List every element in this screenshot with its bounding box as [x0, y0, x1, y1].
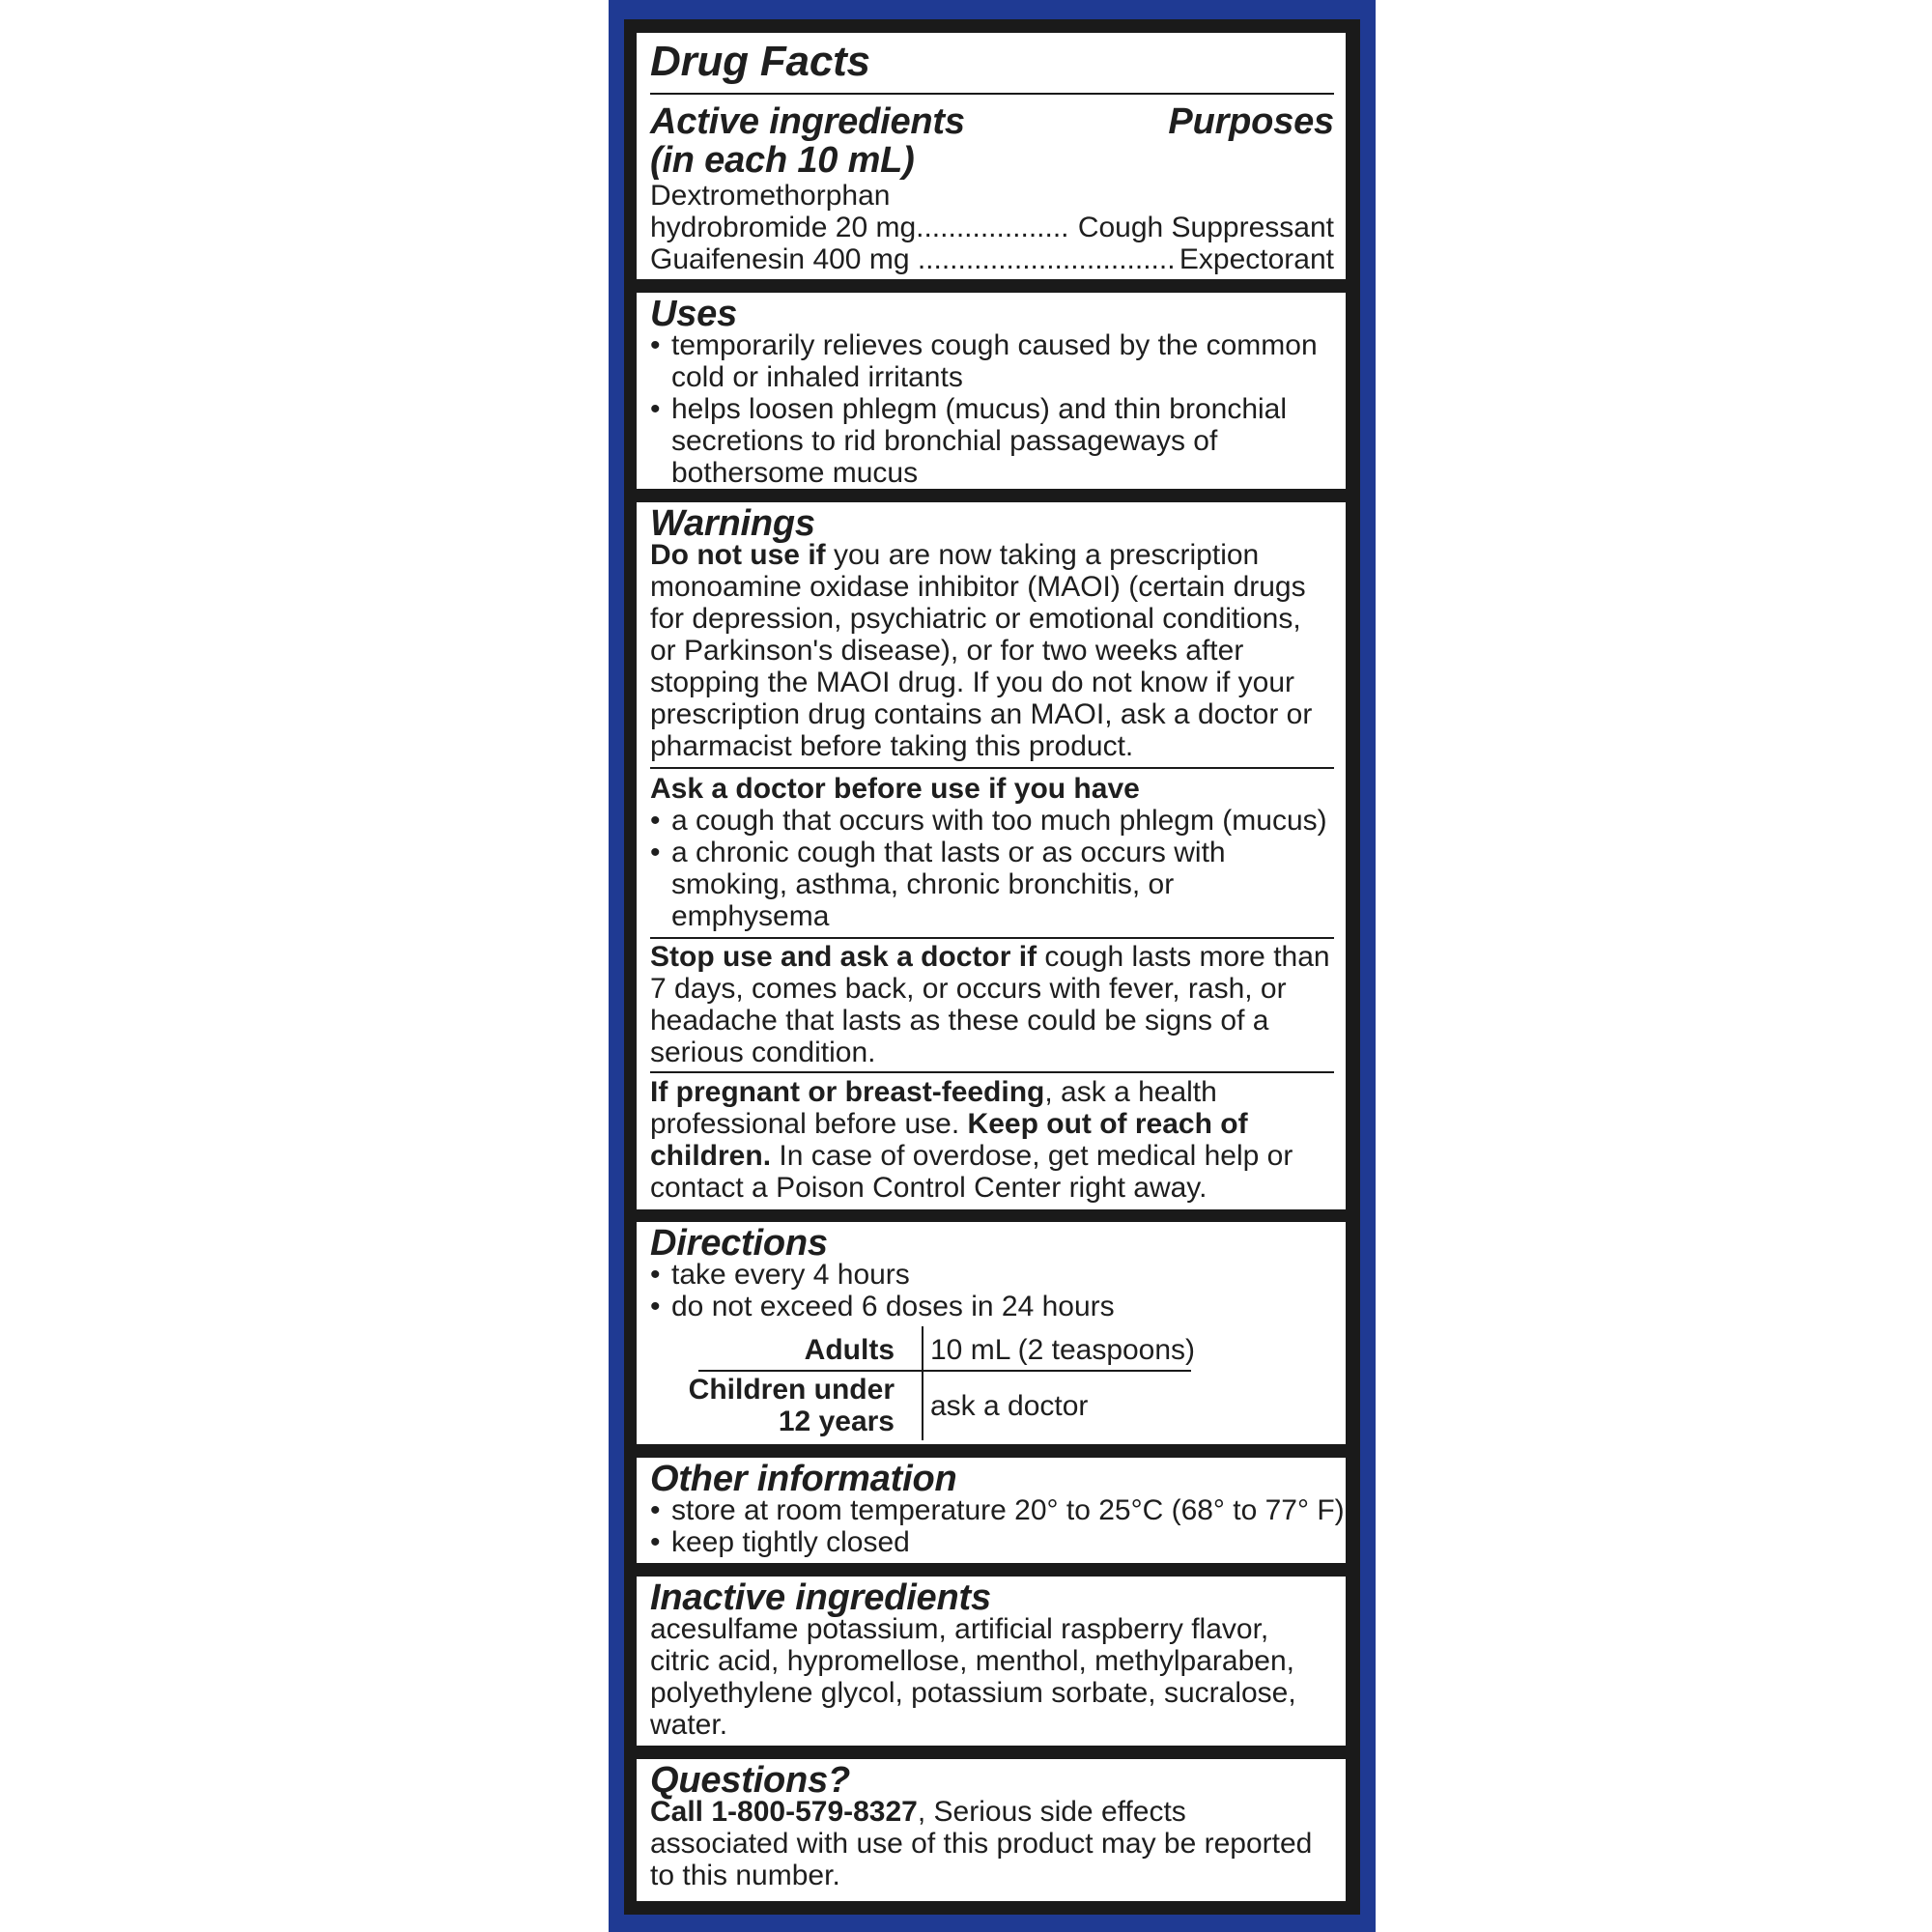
directions-item-1: take every 4 hours: [671, 1259, 910, 1291]
uses-item-1-line-2: cold or inhaled irritants: [671, 361, 963, 393]
dosage-children-label-2: 12 years: [778, 1406, 895, 1437]
warnings-divider-2: [650, 937, 1334, 939]
inactive-line-4: water.: [650, 1709, 728, 1741]
ingredient-1-line-1: Dextromethorphan: [650, 180, 891, 212]
ingredient-2-line: Guaifenesin 400 mg ................................: [650, 243, 1176, 275]
warnings-divider-3: [650, 1071, 1334, 1073]
title-rule: [650, 93, 1334, 95]
dosage-children-label-1: Children under: [688, 1374, 895, 1406]
ingredient-2-purpose: Expectorant: [1179, 243, 1334, 275]
directions-item-2: do not exceed 6 doses in 24 hours: [671, 1291, 1115, 1322]
stop-use-line-1: [650, 941, 1330, 973]
overdose-text: In case of overdose, get medical help or: [771, 1140, 1293, 1172]
purposes-heading: Purposes: [1168, 101, 1334, 142]
do-not-use-line-5: stopping the MAOI drug. If you do not know if your: [650, 667, 1295, 698]
dosage-adults-label: Adults: [804, 1334, 895, 1366]
keep-out-bold-1: Keep out of reach of: [967, 1108, 1248, 1140]
other-information-heading: Other information: [650, 1459, 957, 1499]
panel-other-information: [637, 1458, 1346, 1563]
ask-bullet-1: •: [650, 805, 661, 837]
active-ingredients-subheading: (in each 10 mL): [650, 140, 915, 181]
ask-item-2-line-3: emphysema: [671, 900, 830, 932]
other-item-2: keep tightly closed: [671, 1526, 910, 1558]
stop-use-text: cough lasts more than: [1037, 941, 1330, 973]
do-not-use-line-3: for depression, psychiatric or emotional conditions,: [650, 603, 1301, 635]
inactive-line-3: polyethylene glycol, potassium sorbate, sucralose,: [650, 1677, 1296, 1709]
pregnant-line-4: contact a Poison Control Center right away.: [650, 1172, 1208, 1204]
inactive-ingredients-heading: Inactive ingredients: [650, 1577, 991, 1618]
warnings-divider-1: [650, 767, 1334, 769]
directions-bullet-2: •: [650, 1291, 661, 1322]
pregnant-bold: If pregnant or breast-feeding: [650, 1076, 1045, 1108]
do-not-use-bold: Do not use if: [650, 539, 826, 571]
inactive-line-1: acesulfame potassium, artificial raspberry flavor,: [650, 1613, 1269, 1645]
uses-item-2-line-2: secretions to rid bronchial passageways of: [671, 425, 1218, 457]
questions-line-2: associated with use of this product may be reported: [650, 1828, 1313, 1860]
pregnant-line-3: [650, 1140, 1293, 1172]
ingredient-1-line-2: hydrobromide 20 mg...................: [650, 212, 1069, 243]
pregnant-line-2: [650, 1108, 1248, 1140]
stop-use-line-2: 7 days, comes back, or occurs with fever, rash, or: [650, 973, 1287, 1005]
ask-bullet-2: •: [650, 837, 661, 868]
do-not-use-line-1: [650, 539, 1259, 571]
dosage-children-value: ask a doctor: [930, 1390, 1089, 1422]
inactive-line-2: citric acid, hypromellose, menthol, methylparaben,: [650, 1645, 1294, 1677]
dosage-table-row-rule: [698, 1370, 1191, 1372]
panel-uses: [637, 293, 1346, 489]
ask-item-2-line-1: a chronic cough that lasts or as occurs with: [671, 837, 1226, 868]
keep-out-bold-2: children.: [650, 1140, 772, 1172]
questions-phone-bold: Call 1-800-579-8327: [650, 1796, 918, 1828]
pregnant-line-1: [650, 1076, 1217, 1108]
do-not-use-line-7: pharmacist before taking this product.: [650, 730, 1134, 762]
stop-use-bold: Stop use and ask a doctor if: [650, 941, 1037, 973]
directions-bullet-1: •: [650, 1259, 661, 1291]
uses-bullet-1: •: [650, 329, 661, 361]
pregnant-text-2: professional before use.: [650, 1108, 968, 1140]
warnings-heading: Warnings: [650, 503, 815, 544]
do-not-use-line-6: prescription drug contains an MAOI, ask a doctor or: [650, 698, 1313, 730]
questions-line-1: [650, 1796, 1186, 1828]
panel-inactive-ingredients: [637, 1577, 1346, 1746]
drug-facts-title: Drug Facts: [650, 38, 870, 85]
dosage-adults-value: 10 mL (2 teaspoons): [930, 1334, 1196, 1366]
do-not-use-line-2: monoamine oxidase inhibitor (MAOI) (certain drugs: [650, 571, 1306, 603]
uses-item-1-line-1: temporarily relieves cough caused by the common: [671, 329, 1318, 361]
other-bullet-2: •: [650, 1526, 661, 1558]
uses-bullet-2: •: [650, 393, 661, 425]
uses-item-2-line-1: helps loosen phlegm (mucus) and thin bronchial: [671, 393, 1288, 425]
ask-doctor-heading: Ask a doctor before use if you have: [650, 773, 1140, 805]
other-item-1: store at room temperature 20° to 25°C (68° to 77° F): [671, 1494, 1345, 1526]
stop-use-line-4: serious condition.: [650, 1037, 876, 1068]
questions-text: , Serious side effects: [917, 1796, 1186, 1828]
ask-item-2-line-2: smoking, asthma, chronic bronchitis, or: [671, 868, 1175, 900]
questions-line-3: to this number.: [650, 1860, 840, 1891]
panel-active-ingredients: [637, 33, 1346, 279]
questions-heading: Questions?: [650, 1760, 851, 1801]
stop-use-line-3: headache that lasts as these could be signs of a: [650, 1005, 1269, 1037]
do-not-use-line-4: or Parkinson's disease), or for two weeks after: [650, 635, 1244, 667]
ingredient-1-purpose: Cough Suppressant: [1077, 212, 1334, 243]
panel-questions: [637, 1759, 1346, 1901]
panel-directions: [637, 1222, 1346, 1444]
uses-heading: Uses: [650, 294, 738, 334]
uses-item-2-line-3: bothersome mucus: [671, 457, 919, 489]
dosage-table-column-rule: [922, 1326, 923, 1440]
directions-heading: Directions: [650, 1223, 828, 1264]
pregnant-text: , ask a health: [1044, 1076, 1217, 1108]
other-bullet-1: •: [650, 1494, 661, 1526]
ask-item-1: a cough that occurs with too much phlegm (mucus): [671, 805, 1327, 837]
panel-warnings: [637, 502, 1346, 1209]
do-not-use-text: you are now taking a prescription: [825, 539, 1260, 571]
active-ingredients-heading: Active ingredients: [650, 101, 965, 142]
